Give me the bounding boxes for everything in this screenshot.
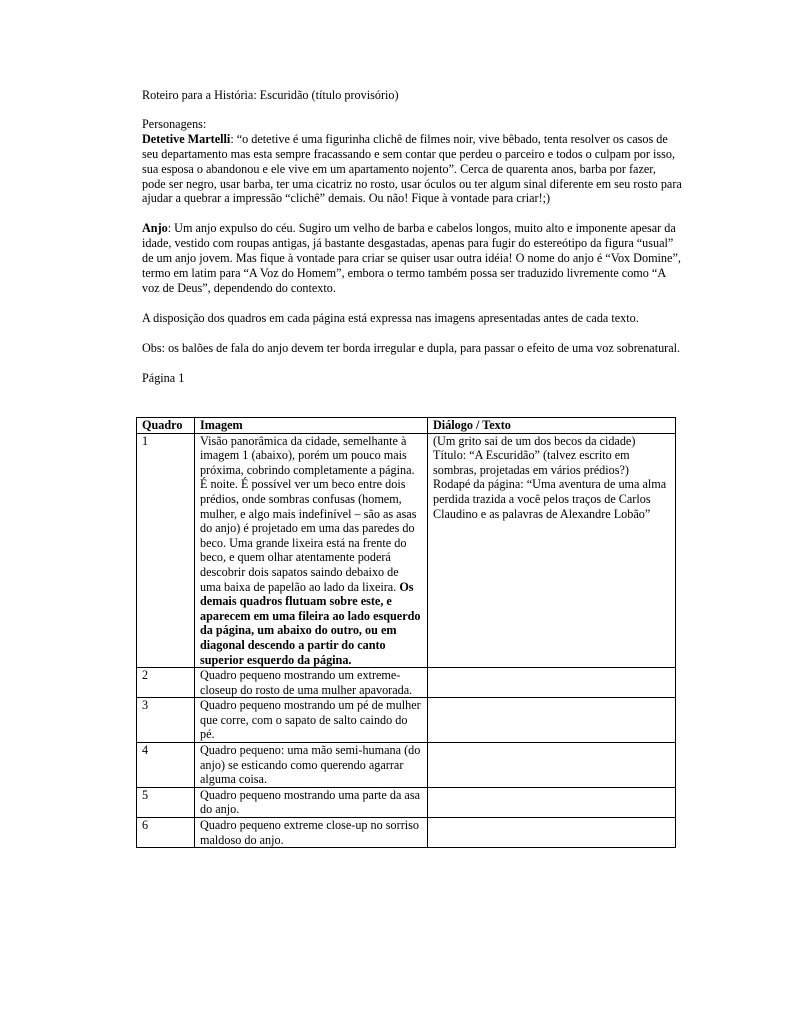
dialogo-line: Título: “A Escuridão” (talvez escrito em sombras, projetadas em vários prédios?) <box>433 448 630 477</box>
cell-quadro: 6 <box>137 818 195 848</box>
cell-quadro: 4 <box>137 743 195 788</box>
cell-imagem: Quadro pequeno mostrando uma parte da asa do anjo. <box>195 787 428 817</box>
imagem-bold-text: Os demais quadros flutuam sobre este, e aparecem em uma fileira ao lado esquerdo da página, um abaixo do outro, ou em diagonal descendo a partir do canto superior esquerdo da página. <box>200 579 421 667</box>
table-row <box>137 668 676 698</box>
cell-imagem <box>195 433 428 668</box>
cell-dialogo <box>428 433 676 668</box>
cell-imagem: Quadro pequeno mostrando um pé de mulher que corre, com o sapato de salto caindo do pé. <box>195 698 428 743</box>
dialogo-line: (Um grito sai de um dos becos da cidade) <box>433 433 636 448</box>
cell-imagem: Quadro pequeno: uma mão semi-humana (do anjo) se esticando como querendo agarrar alguma coisa. <box>195 743 428 788</box>
document-body <box>142 88 682 386</box>
table-row <box>137 743 676 788</box>
cell-dialogo <box>428 698 676 743</box>
table-row <box>137 698 676 743</box>
cell-imagem: Quadro pequeno mostrando um extreme-closeup do rosto de uma mulher apavorada. <box>195 668 428 698</box>
table-row <box>137 787 676 817</box>
cell-quadro: 2 <box>137 668 195 698</box>
cell-quadro: 1 <box>137 433 195 668</box>
header-quadro: Quadro <box>137 418 195 434</box>
cell-dialogo <box>428 787 676 817</box>
table-row <box>137 433 676 668</box>
character-name: Anjo <box>142 221 168 236</box>
header-dialogo: Diálogo / Texto <box>428 418 676 434</box>
cell-imagem: Quadro pequeno extreme close-up no sorriso maldoso do anjo. <box>195 818 428 848</box>
table-header-row <box>137 418 676 434</box>
cell-quadro: 3 <box>137 698 195 743</box>
obs-note: Obs: os balões de fala do anjo devem ter borda irregular e dupla, para passar o efeito de uma voz sobrenatural. <box>142 340 681 355</box>
character-description: : Um anjo expulso do céu. Sugiro um velho de barba e cabelos longos, muito alto e imponente apesar da idade, vestido com roupas antigas, já bastante desgastadas, apenas para fugir do estereótipo da figura “usual” de um anjo jovem. Mas fique à vontade para criar se quiser usar outra idéia! O nome do anjo é “Vox Domine”, termo em latim para “A Voz do Homem”, embora o termo também possa ser traduzido livremente como “A voz de Deus”, dependendo do contexto. <box>142 221 681 295</box>
document-title: Roteiro para a História: Escuridão (título provisório) <box>142 88 399 102</box>
page-label: Página 1 <box>142 370 185 385</box>
character-description: : “o detetive é uma figurinha clichê de filmes noir, vive bêbado, tenta resolver os casos de seu departamento mas esta sempre fracassando e sem contar que perdeu o parceiro e todos o culpam por isso, sua esposa o abandonou e ele vive em um apartamento nojento”. Cerca de quarenta anos, barba por fazer, pode ser negro, usar barba, ter uma cicatriz no rosto, usar óculos ou ter algum sinal diferente em seu rosto para ajudar a quebrar a impressão “clichê” demais. Ou não! Fique à vontade para criar!;) <box>142 131 682 206</box>
script-table <box>136 417 676 848</box>
cell-dialogo <box>428 743 676 788</box>
cell-dialogo <box>428 818 676 848</box>
character-anjo <box>142 221 682 296</box>
imagem-text: Visão panorâmica da cidade, semelhante à imagem 1 (abaixo), porém um pouco mais próxima, cobrindo completamente a página. É noite. É possível ver um beco entre dois prédios, onde sombras confusas (homem, mulher, e algo mais indefinível – são as asas do anjo) é projetado em uma das paredes do beco. Uma grande lixeira está na frente do beco, e quem olhar atentamente poderá descobrir dois sapatos saindo debaixo de uma baixa de papelão ao lado da lixeira. <box>200 433 417 594</box>
character-martelli <box>142 132 682 207</box>
header-imagem: Imagem <box>195 418 428 434</box>
personagens-label: Personagens: <box>142 116 207 131</box>
cell-dialogo <box>428 668 676 698</box>
table-row <box>137 818 676 848</box>
character-name: Detetive Martelli <box>142 131 231 146</box>
layout-note: A disposição dos quadros em cada página está expressa nas imagens apresentadas antes de cada texto. <box>142 310 639 325</box>
dialogo-line: Rodapé da página: “Uma aventura de uma alma perdida trazida a você pelos traços de Carlos Claudino e as palavras de Alexandre Lobão” <box>433 477 667 521</box>
cell-quadro: 5 <box>137 787 195 817</box>
